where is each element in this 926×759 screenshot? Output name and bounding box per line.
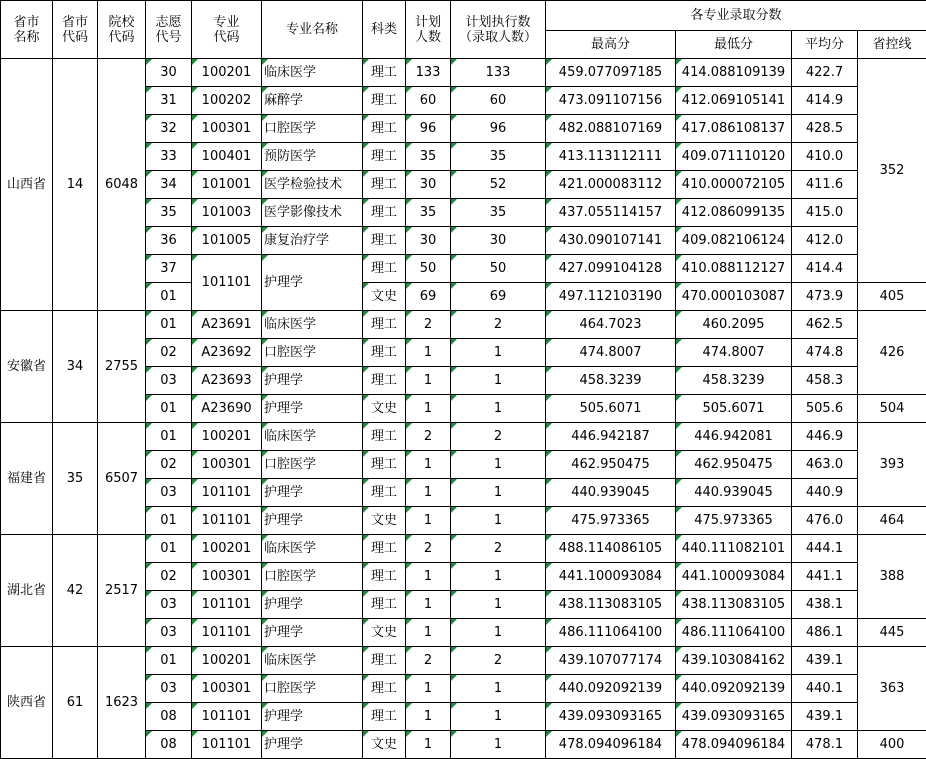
- min-score-cell: 440.092092139: [676, 675, 792, 703]
- max-score-cell: 413.113112111: [546, 143, 676, 171]
- major-name-cell: 康复治疗学: [262, 227, 363, 255]
- control-line-science-cell: 352: [858, 59, 926, 283]
- avg-score-cell: 473.9: [792, 283, 858, 311]
- category-cell: 理工: [363, 59, 406, 87]
- min-score-cell: 440.111082101: [676, 535, 792, 563]
- min-score-cell: 478.094096184: [676, 731, 792, 759]
- avg-score-cell: 415.0: [792, 199, 858, 227]
- min-score-cell: 505.6071: [676, 395, 792, 423]
- control-line-arts-cell: 445: [858, 619, 926, 647]
- province-code-cell: 42: [53, 535, 98, 647]
- major-name-cell: 护理学: [262, 703, 363, 731]
- max-score-cell: 478.094096184: [546, 731, 676, 759]
- choice-code-cell: 35: [146, 199, 192, 227]
- major-code-cell: 100301: [192, 115, 262, 143]
- min-score-cell: 409.071110120: [676, 143, 792, 171]
- header-province-name: 省市 名称: [1, 1, 53, 59]
- avg-score-cell: 505.6: [792, 395, 858, 423]
- major-code-cell: 101101: [192, 731, 262, 759]
- major-code-cell: 100301: [192, 675, 262, 703]
- control-line-science-cell: 393: [858, 423, 926, 507]
- category-cell: 文史: [363, 283, 406, 311]
- max-score-cell: 440.092092139: [546, 675, 676, 703]
- avg-score-cell: 414.4: [792, 255, 858, 283]
- exec-count-cell: 1: [451, 479, 546, 507]
- exec-count-cell: 1: [451, 367, 546, 395]
- header-max-score: 最高分: [546, 31, 676, 59]
- major-name-cell: 护理学: [262, 255, 363, 311]
- major-name-cell: 临床医学: [262, 423, 363, 451]
- exec-count-cell: 1: [451, 731, 546, 759]
- max-score-cell: 474.8007: [546, 339, 676, 367]
- control-line-arts-cell: 504: [858, 395, 926, 423]
- avg-score-cell: 463.0: [792, 451, 858, 479]
- category-cell: 理工: [363, 675, 406, 703]
- control-line-science-cell: 388: [858, 535, 926, 619]
- major-code-cell: A23692: [192, 339, 262, 367]
- plan-count-cell: 30: [406, 171, 451, 199]
- choice-code-cell: 31: [146, 87, 192, 115]
- choice-code-cell: 01: [146, 423, 192, 451]
- header-exec-count: 计划执行数 （录取人数）: [451, 1, 546, 59]
- min-score-cell: 440.939045: [676, 479, 792, 507]
- max-score-cell: 441.100093084: [546, 563, 676, 591]
- header-major-code: 专业 代码: [192, 1, 262, 59]
- choice-code-cell: 03: [146, 479, 192, 507]
- major-code-cell: A23691: [192, 311, 262, 339]
- plan-count-cell: 35: [406, 199, 451, 227]
- avg-score-cell: 439.1: [792, 647, 858, 675]
- max-score-cell: 421.000083112: [546, 171, 676, 199]
- header-province-code: 省市 代码: [53, 1, 98, 59]
- category-cell: 理工: [363, 591, 406, 619]
- avg-score-cell: 439.1: [792, 703, 858, 731]
- avg-score-cell: 410.0: [792, 143, 858, 171]
- min-score-cell: 417.086108137: [676, 115, 792, 143]
- major-name-cell: 临床医学: [262, 59, 363, 87]
- plan-count-cell: 1: [406, 731, 451, 759]
- major-code-cell: 101101: [192, 591, 262, 619]
- max-score-cell: 486.111064100: [546, 619, 676, 647]
- province-name-cell: 湖北省: [1, 535, 53, 647]
- min-score-cell: 414.088109139: [676, 59, 792, 87]
- category-cell: 理工: [363, 255, 406, 283]
- table-row: [1, 59, 926, 87]
- province-code-cell: 14: [53, 59, 98, 311]
- max-score-cell: 439.107077174: [546, 647, 676, 675]
- max-score-cell: 458.3239: [546, 367, 676, 395]
- exec-count-cell: 30: [451, 227, 546, 255]
- header-school-code: 院校 代码: [98, 1, 146, 59]
- min-score-cell: 446.942081: [676, 423, 792, 451]
- exec-count-cell: 133: [451, 59, 546, 87]
- category-cell: 理工: [363, 339, 406, 367]
- avg-score-cell: 478.1: [792, 731, 858, 759]
- plan-count-cell: 1: [406, 367, 451, 395]
- header-choice-code: 志愿 代号: [146, 1, 192, 59]
- choice-code-cell: 02: [146, 339, 192, 367]
- avg-score-cell: 441.1: [792, 563, 858, 591]
- choice-code-cell: 03: [146, 619, 192, 647]
- exec-count-cell: 2: [451, 535, 546, 563]
- header-major-name: 专业名称: [262, 1, 363, 59]
- category-cell: 理工: [363, 647, 406, 675]
- plan-count-cell: 1: [406, 395, 451, 423]
- max-score-cell: 430.090107141: [546, 227, 676, 255]
- avg-score-cell: 440.9: [792, 479, 858, 507]
- max-score-cell: 488.114086105: [546, 535, 676, 563]
- min-score-cell: 439.093093165: [676, 703, 792, 731]
- avg-score-cell: 474.8: [792, 339, 858, 367]
- max-score-cell: 482.088107169: [546, 115, 676, 143]
- province-code-cell: 34: [53, 311, 98, 423]
- min-score-cell: 410.088112127: [676, 255, 792, 283]
- exec-count-cell: 1: [451, 339, 546, 367]
- category-cell: 理工: [363, 423, 406, 451]
- exec-count-cell: 35: [451, 143, 546, 171]
- category-cell: 理工: [363, 227, 406, 255]
- exec-count-cell: 69: [451, 283, 546, 311]
- min-score-cell: 409.082106124: [676, 227, 792, 255]
- choice-code-cell: 03: [146, 591, 192, 619]
- avg-score-cell: 414.9: [792, 87, 858, 115]
- major-name-cell: 护理学: [262, 395, 363, 423]
- major-name-cell: 口腔医学: [262, 563, 363, 591]
- school-code-cell: 2755: [98, 311, 146, 423]
- avg-score-cell: 462.5: [792, 311, 858, 339]
- min-score-cell: 412.069105141: [676, 87, 792, 115]
- school-code-cell: 2517: [98, 535, 146, 647]
- table-body: [1, 59, 926, 759]
- category-cell: 文史: [363, 731, 406, 759]
- major-name-cell: 护理学: [262, 619, 363, 647]
- max-score-cell: 440.939045: [546, 479, 676, 507]
- avg-score-cell: 428.5: [792, 115, 858, 143]
- min-score-cell: 439.103084162: [676, 647, 792, 675]
- plan-count-cell: 1: [406, 675, 451, 703]
- table-row: [1, 311, 926, 339]
- major-code-cell: 100201: [192, 535, 262, 563]
- choice-code-cell: 32: [146, 115, 192, 143]
- exec-count-cell: 1: [451, 563, 546, 591]
- major-code-cell: 101005: [192, 227, 262, 255]
- category-cell: 理工: [363, 563, 406, 591]
- major-code-cell: 100202: [192, 87, 262, 115]
- min-score-cell: 460.2095: [676, 311, 792, 339]
- major-code-cell: 100201: [192, 59, 262, 87]
- category-cell: 理工: [363, 311, 406, 339]
- plan-count-cell: 30: [406, 227, 451, 255]
- avg-score-cell: 458.3: [792, 367, 858, 395]
- category-cell: 文史: [363, 507, 406, 535]
- avg-score-cell: 438.1: [792, 591, 858, 619]
- min-score-cell: 458.3239: [676, 367, 792, 395]
- major-code-cell: A23690: [192, 395, 262, 423]
- exec-count-cell: 50: [451, 255, 546, 283]
- major-name-cell: 医学检验技术: [262, 171, 363, 199]
- avg-score-cell: 476.0: [792, 507, 858, 535]
- major-code-cell: 100301: [192, 563, 262, 591]
- plan-count-cell: 1: [406, 591, 451, 619]
- category-cell: 文史: [363, 619, 406, 647]
- plan-count-cell: 60: [406, 87, 451, 115]
- avg-score-cell: 444.1: [792, 535, 858, 563]
- control-line-science-cell: 363: [858, 647, 926, 731]
- choice-code-cell: 01: [146, 395, 192, 423]
- choice-code-cell: 01: [146, 507, 192, 535]
- max-score-cell: 462.950475: [546, 451, 676, 479]
- max-score-cell: 446.942187: [546, 423, 676, 451]
- major-code-cell: 101001: [192, 171, 262, 199]
- exec-count-cell: 96: [451, 115, 546, 143]
- exec-count-cell: 2: [451, 647, 546, 675]
- avg-score-cell: 446.9: [792, 423, 858, 451]
- major-name-cell: 护理学: [262, 479, 363, 507]
- major-code-cell: A23693: [192, 367, 262, 395]
- header-plan-count: 计划 人数: [406, 1, 451, 59]
- min-score-cell: 412.086099135: [676, 199, 792, 227]
- choice-code-cell: 34: [146, 171, 192, 199]
- control-line-science-cell: 426: [858, 311, 926, 395]
- table-row: [1, 535, 926, 563]
- major-name-cell: 口腔医学: [262, 339, 363, 367]
- header-category: 科类: [363, 1, 406, 59]
- min-score-cell: 470.000103087: [676, 283, 792, 311]
- plan-count-cell: 2: [406, 423, 451, 451]
- major-name-cell: 护理学: [262, 507, 363, 535]
- choice-code-cell: 30: [146, 59, 192, 87]
- province-name-cell: 陕西省: [1, 647, 53, 759]
- category-cell: 理工: [363, 171, 406, 199]
- exec-count-cell: 35: [451, 199, 546, 227]
- exec-count-cell: 1: [451, 619, 546, 647]
- choice-code-cell: 01: [146, 535, 192, 563]
- table-row: [1, 423, 926, 451]
- category-cell: 理工: [363, 143, 406, 171]
- category-cell: 理工: [363, 199, 406, 227]
- exec-count-cell: 1: [451, 675, 546, 703]
- major-name-cell: 口腔医学: [262, 451, 363, 479]
- min-score-cell: 441.100093084: [676, 563, 792, 591]
- max-score-cell: 437.055114157: [546, 199, 676, 227]
- major-code-cell: 100301: [192, 451, 262, 479]
- choice-code-cell: 08: [146, 703, 192, 731]
- choice-code-cell: 37: [146, 255, 192, 283]
- choice-code-cell: 03: [146, 367, 192, 395]
- major-name-cell: 预防医学: [262, 143, 363, 171]
- choice-code-cell: 33: [146, 143, 192, 171]
- major-name-cell: 口腔医学: [262, 115, 363, 143]
- header-avg-score: 平均分: [792, 31, 858, 59]
- major-code-cell: 101101: [192, 255, 262, 311]
- major-name-cell: 临床医学: [262, 311, 363, 339]
- avg-score-cell: 411.6: [792, 171, 858, 199]
- plan-count-cell: 1: [406, 479, 451, 507]
- major-code-cell: 101101: [192, 619, 262, 647]
- major-name-cell: 护理学: [262, 731, 363, 759]
- choice-code-cell: 02: [146, 451, 192, 479]
- plan-count-cell: 69: [406, 283, 451, 311]
- category-cell: 文史: [363, 395, 406, 423]
- plan-count-cell: 1: [406, 507, 451, 535]
- category-cell: 理工: [363, 703, 406, 731]
- avg-score-cell: 422.7: [792, 59, 858, 87]
- min-score-cell: 474.8007: [676, 339, 792, 367]
- table-row: [1, 647, 926, 675]
- header-min-score: 最低分: [676, 31, 792, 59]
- max-score-cell: 439.093093165: [546, 703, 676, 731]
- min-score-cell: 486.111064100: [676, 619, 792, 647]
- exec-count-cell: 1: [451, 591, 546, 619]
- major-code-cell: 101101: [192, 507, 262, 535]
- exec-count-cell: 52: [451, 171, 546, 199]
- major-code-cell: 100401: [192, 143, 262, 171]
- plan-count-cell: 96: [406, 115, 451, 143]
- choice-code-cell: 01: [146, 311, 192, 339]
- choice-code-cell: 08: [146, 731, 192, 759]
- plan-count-cell: 133: [406, 59, 451, 87]
- avg-score-cell: 486.1: [792, 619, 858, 647]
- avg-score-cell: 412.0: [792, 227, 858, 255]
- plan-count-cell: 2: [406, 311, 451, 339]
- control-line-arts-cell: 400: [858, 731, 926, 759]
- category-cell: 理工: [363, 479, 406, 507]
- max-score-cell: 497.112103190: [546, 283, 676, 311]
- plan-count-cell: 1: [406, 619, 451, 647]
- category-cell: 理工: [363, 115, 406, 143]
- choice-code-cell: 01: [146, 283, 192, 311]
- header-scores-group: 各专业录取分数: [546, 1, 926, 31]
- max-score-cell: 473.091107156: [546, 87, 676, 115]
- major-name-cell: 护理学: [262, 367, 363, 395]
- choice-code-cell: 02: [146, 563, 192, 591]
- exec-count-cell: 60: [451, 87, 546, 115]
- province-name-cell: 山西省: [1, 59, 53, 311]
- max-score-cell: 438.113083105: [546, 591, 676, 619]
- control-line-arts-cell: 464: [858, 507, 926, 535]
- min-score-cell: 462.950475: [676, 451, 792, 479]
- plan-count-cell: 1: [406, 563, 451, 591]
- max-score-cell: 505.6071: [546, 395, 676, 423]
- province-name-cell: 安徽省: [1, 311, 53, 423]
- school-code-cell: 6048: [98, 59, 146, 311]
- major-name-cell: 口腔医学: [262, 675, 363, 703]
- choice-code-cell: 36: [146, 227, 192, 255]
- category-cell: 理工: [363, 367, 406, 395]
- province-code-cell: 35: [53, 423, 98, 535]
- exec-count-cell: 1: [451, 703, 546, 731]
- plan-count-cell: 1: [406, 339, 451, 367]
- major-code-cell: 100201: [192, 423, 262, 451]
- province-code-cell: 61: [53, 647, 98, 759]
- major-name-cell: 医学影像技术: [262, 199, 363, 227]
- category-cell: 理工: [363, 451, 406, 479]
- choice-code-cell: 01: [146, 647, 192, 675]
- max-score-cell: 427.099104128: [546, 255, 676, 283]
- exec-count-cell: 1: [451, 507, 546, 535]
- exec-count-cell: 2: [451, 423, 546, 451]
- major-code-cell: 101101: [192, 479, 262, 507]
- school-code-cell: 1623: [98, 647, 146, 759]
- major-name-cell: 临床医学: [262, 647, 363, 675]
- plan-count-cell: 35: [406, 143, 451, 171]
- plan-count-cell: 50: [406, 255, 451, 283]
- major-code-cell: 100201: [192, 647, 262, 675]
- exec-count-cell: 1: [451, 451, 546, 479]
- plan-count-cell: 2: [406, 535, 451, 563]
- province-name-cell: 福建省: [1, 423, 53, 535]
- min-score-cell: 410.000072105: [676, 171, 792, 199]
- max-score-cell: 459.077097185: [546, 59, 676, 87]
- plan-count-cell: 1: [406, 451, 451, 479]
- header-control-line: 省控线: [858, 31, 926, 59]
- major-name-cell: 临床医学: [262, 535, 363, 563]
- avg-score-cell: 440.1: [792, 675, 858, 703]
- choice-code-cell: 03: [146, 675, 192, 703]
- plan-count-cell: 2: [406, 647, 451, 675]
- major-code-cell: 101003: [192, 199, 262, 227]
- school-code-cell: 6507: [98, 423, 146, 535]
- major-name-cell: 麻醉学: [262, 87, 363, 115]
- control-line-arts-cell: 405: [858, 283, 926, 311]
- major-name-cell: 护理学: [262, 591, 363, 619]
- category-cell: 理工: [363, 87, 406, 115]
- category-cell: 理工: [363, 535, 406, 563]
- max-score-cell: 464.7023: [546, 311, 676, 339]
- plan-count-cell: 1: [406, 703, 451, 731]
- major-code-cell: 101101: [192, 703, 262, 731]
- min-score-cell: 475.973365: [676, 507, 792, 535]
- exec-count-cell: 1: [451, 395, 546, 423]
- max-score-cell: 475.973365: [546, 507, 676, 535]
- min-score-cell: 438.113083105: [676, 591, 792, 619]
- exec-count-cell: 2: [451, 311, 546, 339]
